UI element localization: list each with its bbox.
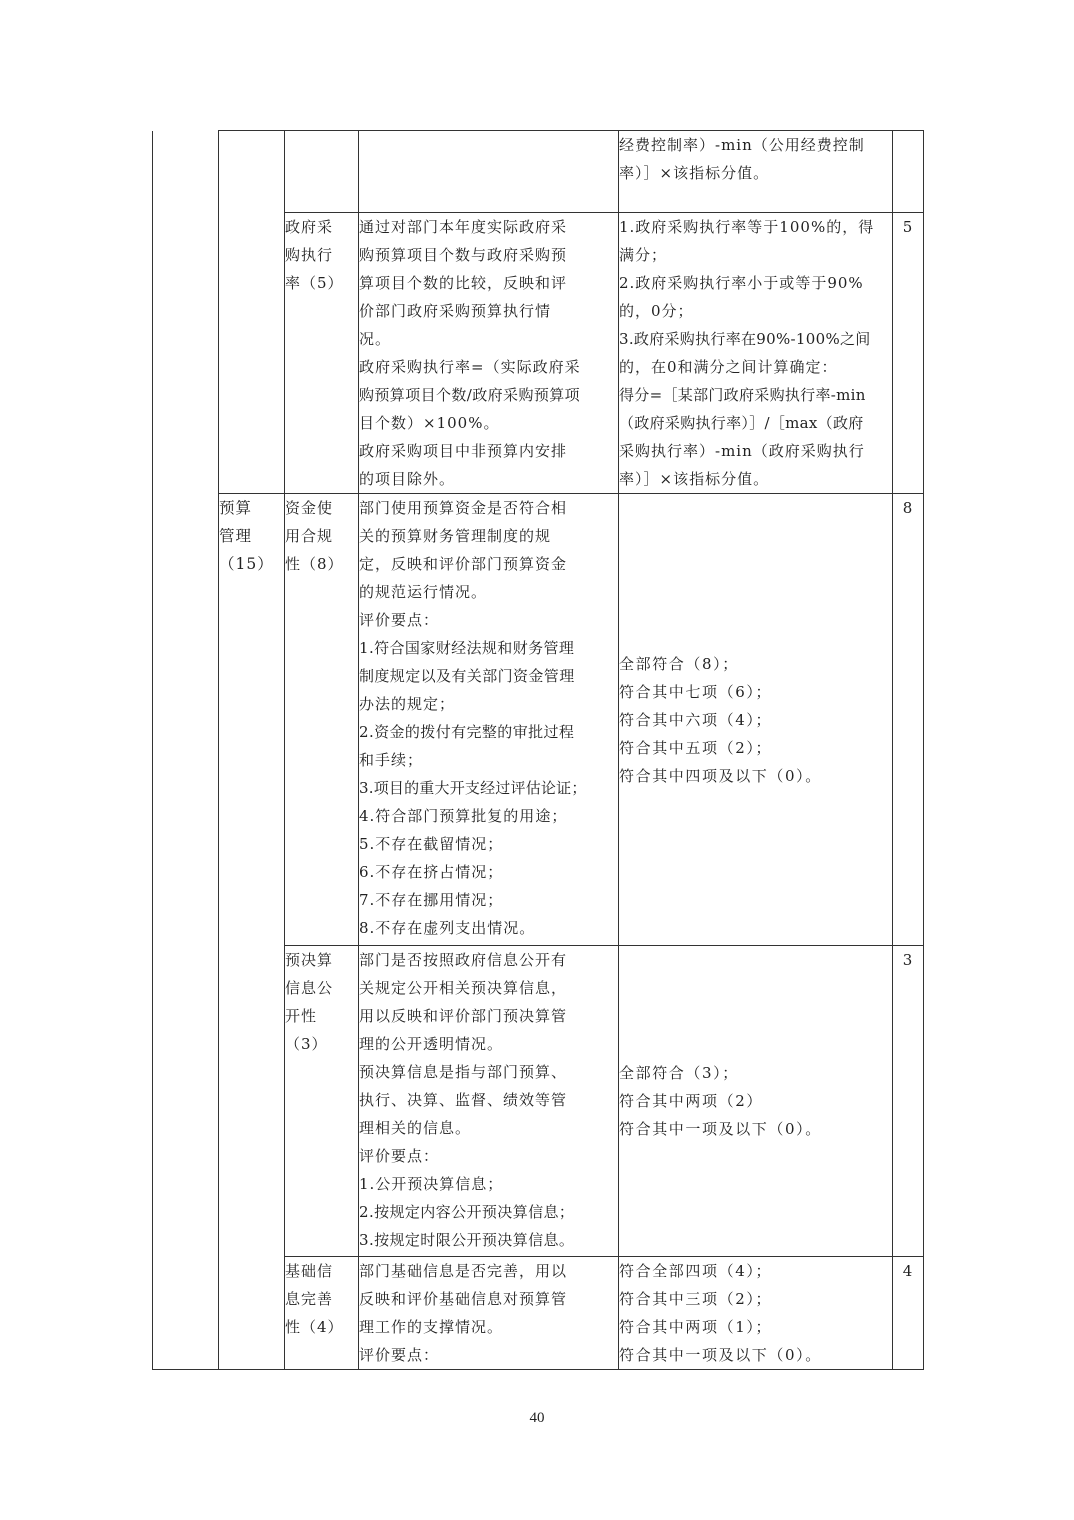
indicator-cell [285, 494, 359, 946]
table-row [153, 494, 924, 946]
indicator-cell [285, 946, 359, 1257]
score-cell: 8 [893, 494, 924, 946]
description-cell: 部门基础信息是否完善，用以 反映和评价基础信息对预算管 理工作的支撑情况。 评价要点： [359, 1257, 619, 1370]
indicator-name: 预决算信息公开性（3） [285, 951, 334, 1053]
score-cell: 5 [893, 213, 924, 494]
indicator-cell [285, 213, 359, 494]
level1-column-cell [153, 131, 219, 1370]
description-cell [359, 131, 619, 213]
scoring-rule-cell: 符合全部四项（4）； 符合其中三项（2）； 符合其中两项（1）； 符合其中一项及以下（0）。 [619, 1257, 893, 1370]
category-cell [219, 494, 285, 1370]
description-cell: 部门是否按照政府信息公开有 关规定公开相关预决算信息， 用以反映和评价部门预决算管 理的公开透明情况。 预决算信息是指与部门预算、 执行、决算、监督、绩效等管 理相关的信息。 评价要点： 1.公开预决算信息； 2.按规定内容公开预决算信息； 3.按规定时限公开预决算信息。 [359, 946, 619, 1257]
score-cell: 4 [893, 1257, 924, 1370]
indicator-name: 政府采购执行率（5） [285, 218, 344, 292]
indicator-cell [285, 131, 359, 213]
scoring-rule-cell: 1.政府采购执行率等于100%的，得 满分； 2.政府采购执行率小于或等于90% 的，0分； 3.政府采购执行率在90%-100%之间 的，在0和满分之间计算确定： 得分=［某部门政府采购执行率-min （政府采购执行率）］/［max（政府 采购执行率）-min（政府采购执行 率）］×该指标分值。 [619, 213, 893, 494]
scoring-rule-cell: 全部符合（3）； 符合其中两项（2） 符合其中一项及以下（0）。 [619, 946, 893, 1257]
scoring-rule-cell: 全部符合（8）； 符合其中七项（6）； 符合其中六项（4）； 符合其中五项（2）； 符合其中四项及以下（0）。 [619, 494, 893, 946]
score-cell: 3 [893, 946, 924, 1257]
score-cell [893, 131, 924, 213]
description-cell: 部门使用预算资金是否符合相 关的预算财务管理制度的规 定，反映和评价部门预算资金 的规范运行情况。 评价要点： 1.符合国家财经法规和财务管理 制度规定以及有关部门资金管理 办法的规定； 2.资金的拨付有完整的审批过程 和手续； 3.项目的重大开支经过评估论证； 4.符合部门预算批复的用途； 5.不存在截留情况； 6.不存在挤占情况； 7.不存在挪用情况； 8.不存在虚列支出情况。 [359, 494, 619, 946]
scoring-rule-cell: 经费控制率）-min（公用经费控制 率）］×该指标分值。 [619, 131, 893, 213]
table-row [153, 131, 924, 213]
indicator-name: 资金使用合规性（8） [285, 499, 344, 573]
indicator-cell [285, 1257, 359, 1370]
category-label: 预算管理（15） [219, 499, 274, 573]
description-cell: 通过对部门本年度实际政府采 购预算项目个数与政府采购预 算项目个数的比较，反映和评 价部门政府采购预算执行情 况。 政府采购执行率=（实际政府采 购预算项目个数/政府采购预算项 目个数）×100%。 政府采购项目中非预算内安排 的项目除外。 [359, 213, 619, 494]
evaluation-table [152, 130, 924, 1370]
indicator-name: 基础信息完善性（4） [285, 1262, 344, 1336]
page-number: 40 [529, 1410, 545, 1426]
category-cell-prev [219, 131, 285, 494]
